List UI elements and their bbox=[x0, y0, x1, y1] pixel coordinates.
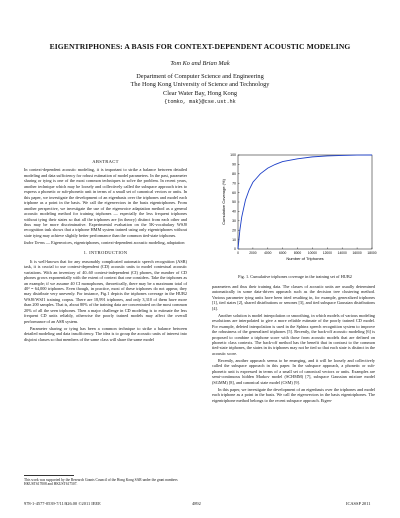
x-tick-label: 18000 bbox=[367, 251, 377, 255]
intro-heading: 1. INTRODUCTION bbox=[83, 250, 128, 256]
intro-paragraph: It is well-known that for any reasonably complicated automatic speech recognition (ASR) task, it is crucial to use context-dependent (CD) acoustic units to model contextual acoustic variations. With an inventory of 40–60 context-independent (CI) phones, the number of CD phones grows exponentially with the extent of context that one considers. Take the triphones as an example; if we assume 40 CI monophones, theoretically, there may be a maximum total of 40³ = 64,000 triphones. Even though, in practice, most of these triphones do not appear, they may distribute very unevenly. For instance, Fig.1 depicts the triphones coverage in the HUB2 WSJ0/WSJ1 training corpus. There are 18,991 triphones, and only 3,310 of them have more than 200 samples. That is, about 80% of the training data are concentrated on the most common 20% of all the seen triphones. Then a major challenge in CD modeling is to estimate the less frequent CD units reliably, otherwise the poorly trained models may affect the overall performance of an ASR system. bbox=[24, 258, 187, 324]
body-paragraph: parameters and thus their training data. The classes of acoustic units are usually determined automatically in some data-driven approach such as the decision tree clustering method. Various parameter tying units have been tried resulting in, for example, generalized triphones [1], tied states [2], shared distributions or senones [3], and tied subspace Gaussian distributions [4]. bbox=[212, 284, 375, 311]
y-tick-label: 40 bbox=[232, 209, 236, 214]
affiliation-line: Department of Computer Science and Engineering bbox=[136, 73, 264, 80]
affiliation-line: The Hong Kong University of Science and Technology bbox=[130, 81, 270, 89]
body-paragraph: In this paper, we investigate the development of an eigenbasis over the triphones and model each triphone as a point in the basis. We call the eigenvectors in the basis eigentriphones. The eigentriphone method belongs to the recent subspace approach. Eigen- bbox=[212, 386, 375, 403]
affiliation bbox=[0, 73, 400, 106]
coverage-series-line bbox=[238, 155, 372, 249]
email: {tomko, mak}@cse.ust.hk bbox=[164, 98, 236, 105]
figure-caption: Fig. 1. Cumulative triphones coverage in the training set of HUB2 bbox=[238, 274, 352, 279]
y-axis-label: Cumulative Coverage (%) bbox=[221, 179, 226, 225]
x-tick-label: 0 bbox=[237, 251, 239, 255]
y-tick-label: 60 bbox=[232, 190, 236, 195]
x-tick-label: 8000 bbox=[293, 251, 302, 255]
x-tick-label: 10000 bbox=[307, 251, 318, 255]
abstract-text: In context-dependent acoustic modeling, it is important to strike a balance between detailed modeling and data sufficiency for robust estimation of model parameters. In the past, parameter sharing or tying is one of the most common techniques to solve the problem. In recent years, another technique which may be loosely and collectively called the subspace approach tries to express a phonetic or sub-phonetic unit in terms of a small set of canonical vectors or units. In this paper, we investigate the development of an eigenbasis over the triphones and model each triphone as a point in the basis. We call the eigenvectors in the basis eigentriphones. From another perspective, we investigate the use of the eigenvoice adaptation method as a general acoustic modeling method for training triphones — especially the less frequent triphones without tying their states so that all the triphones are (in theory) distinct from each other and thus may be more discriminative. Experimental evaluation on the 5K-vocabulary WSJ0 recognition task shows that a triphone HMM system trained using only eigentriphones without state tying may achieve slightly better performance than the common tied-state triphones. bbox=[24, 167, 187, 238]
y-tick-label: 30 bbox=[232, 219, 236, 223]
index-terms: Index Terms — Eigenvoices, eigentriphones, context-dependent acoustic modeling, adaptation bbox=[24, 239, 185, 245]
y-tick-label: 70 bbox=[232, 181, 236, 186]
x-tick-label: 6000 bbox=[278, 251, 287, 255]
right-column bbox=[212, 284, 375, 405]
y-tick-label: 50 bbox=[232, 200, 236, 205]
x-axis-label: Number of Triphones bbox=[286, 256, 324, 261]
y-tick-label: 100 bbox=[230, 153, 236, 158]
affiliation-line: Clear Water Bay, Hong Kong bbox=[163, 89, 237, 97]
abstract-heading: ABSTRACT bbox=[92, 159, 119, 164]
x-tick-label: 4000 bbox=[264, 251, 272, 255]
left-column bbox=[24, 157, 187, 344]
authors: Tom Ko and Brian Mak bbox=[170, 60, 230, 67]
y-tick-label: 80 bbox=[232, 172, 236, 176]
y-tick-label: 0 bbox=[234, 247, 236, 252]
y-tick-label: 10 bbox=[232, 237, 236, 242]
body-paragraph: Recently, another approach seems to be emerging, and it will be loosely and collectively called the subspace approach in this paper. In the subspace approach, a phonetic or sub-phonetic unit is expressed in terms of a small set of canonical vectors or units. Examples are semi-continuous hidden Markov model (SCHMM) [7], subspace Gaussian mixture model (SGMM) [8], and canonical state model (CSM) [9]. bbox=[212, 357, 375, 385]
x-tick-label: 12000 bbox=[322, 251, 332, 255]
y-tick-label: 90 bbox=[232, 162, 236, 167]
index-terms-label: Index Terms bbox=[24, 239, 45, 245]
footnote: This work was supported by the Research Grants Council of the Hong Kong SAR under the grant numbers HKUST617008 and HKUST617507. bbox=[24, 478, 178, 487]
index-terms-text: Eigenvoices, eigentriphones, context-dependent acoustic modeling, adaptation bbox=[51, 239, 185, 245]
body-paragraph: Another solution is model interpolation or smoothing, in which models of various modeling resolutions are interpolated to give a more reliable estimate of the poorly trained CD model. For example, deleted interpolation is used in the Sphinx speech recognition system to improve the robustness of the generalized triphones [5]. Recently, the back-off acoustic modeling [6] is proposed to combine a triphone score with those from acoustic models that are defined on phonetic class contexts. The back-off method has the benefit that in contrast to the common tied-state triphones, the states in its triphones may not be tied so that each state is distinct in the acoustic score. bbox=[212, 312, 375, 356]
intro-paragraph: Parameter sharing or tying has been a common technique to strike a balance between detailed modeling and data insufficiency. The idea is to group the acoustic units of interest into disjoint classes so that members of the same class will share the same model bbox=[24, 325, 187, 342]
paper-title: EIGENTRIPHONES: A BASIS FOR CONTEXT-DEPENDENT ACOUSTIC MODELING bbox=[49, 42, 351, 51]
footer-isbn: 978-1-4577-0539-7/11/$26.00 ©2011 IEEE bbox=[24, 501, 101, 506]
x-tick-label: 14000 bbox=[337, 251, 347, 255]
x-tick-label: 16000 bbox=[352, 251, 362, 255]
footnote-rule bbox=[24, 475, 74, 476]
y-tick-label: 20 bbox=[232, 228, 236, 233]
plot-frame bbox=[238, 155, 372, 249]
footer-venue: ICASSP 2011 bbox=[346, 501, 371, 506]
footer-page-number: 4892 bbox=[192, 501, 201, 506]
x-tick-label: 2000 bbox=[249, 251, 257, 255]
coverage-chart bbox=[212, 149, 378, 271]
